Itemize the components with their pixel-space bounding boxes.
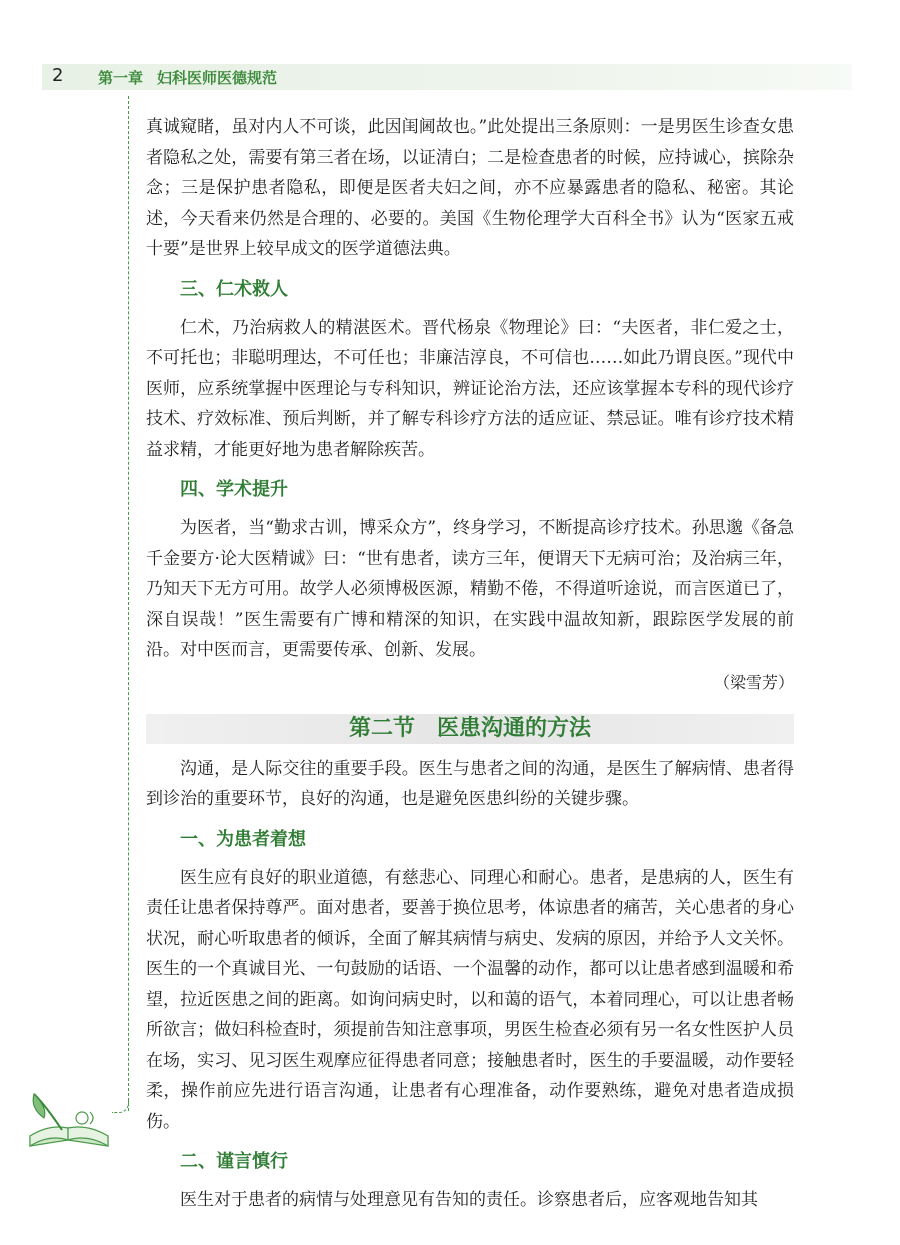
section-paragraph-xueshu: 为医者，当“勤求古训，博采众方”，终身学习，不断提高诊疗技术。孙思邈《备急千金要方·论大医精诚》曰：“世有患者，读方三年，便谓天下无病可治；及治病三年，乃知天下无方可用。故学人必须博极医源，精勤不倦，不得道听途说，而言医道已了，深自误哉！”医生需要有广博和精深的知识，在实践中温故知新，跟踪医学发展的前沿。对中医而言，更需要传承、创新、发展。 — [146, 518, 794, 660]
section-paragraph-weihuanzhe: 医生应有良好的职业道德，有慈悲心、同理心和耐心。患者，是患病的人，医生有责任让患者保持尊严。面对患者，要善于换位思考，体谅患者的痛苦，关心患者的身心状况，耐心听取患者的倾诉，全面了解其病情与病史、发病的原因，并给予人文关怀。医生的一个真诚目光、一句鼓励的话语、一个温馨的动作，都可以让患者感到温暖和希望，拉近医患之间的距离。如询问病史时，以和蔼的语气，本着同理心，可以让患者畅所欲言；做妇科检查时，须提前告知注意事项，男医生检查必须有另一名女性医护人员在场，实习、见习医生观摩应征得患者同意；接触患者时，医生的手要温暖，动作要轻柔，操作前应先进行语言沟通，让患者有心理准备，动作要熟练，避免对患者造成损伤。 — [146, 867, 794, 1132]
chapter-heading — [98, 67, 277, 88]
page-number: 2 — [52, 65, 64, 86]
section-heading-jinyan: 二、谨言慎行 — [180, 1151, 288, 1172]
page-header — [42, 64, 852, 90]
intro-paragraph: 真诚窥睹，虽对内人不可谈，此因闺阃故也。”此处提出三条原则：一是男医生诊查女患者隐私之处，需要有第三者在场，以证清白；二是检查患者的时候，应持诚心，摈除杂念；三是保护患者隐私，即便是医者夫妇之间，亦不应暴露患者的隐私、秘密。其论述，今天看来仍然是合理的、必要的。美国《生物伦理学大百科全书》认为“医家五戒十要”是世界上较早成文的医学道德法典。 — [146, 117, 794, 259]
section-paragraph-jinyan: 医生对于患者的病情与处理意见有告知的责任。诊察患者后，应客观地告知其 — [180, 1190, 758, 1210]
section-title-bar: 第二节 医患沟通的方法 — [146, 714, 794, 744]
page-body — [146, 112, 794, 1216]
chapter-title: 妇科医师医德规范 — [157, 69, 278, 87]
chapter-label: 第一章 — [98, 69, 144, 87]
author-credit: （梁雪芳） — [713, 672, 794, 692]
section-paragraph-renshu: 仁术，乃治病救人的精湛医术。晋代杨泉《物理论》曰：“夫医者，非仁爱之士，不可托也；非聪明理达，不可任也；非廉洁淳良，不可信也……如此乃谓良医。”现代中医师，应系统掌握中医理论与专科知识，辨证论治方法，还应该掌握本专科的现代诊疗技术、疗效标准、预后判断，并了解专科诊疗方法的适应证、禁忌证。唯有诊疗技术精益求精，才能更好地为患者解除疾苦。 — [146, 317, 794, 460]
section-heading-renshu: 三、仁术救人 — [180, 278, 288, 300]
margin-dashed-line — [128, 96, 129, 1111]
book-with-quill-icon — [22, 1088, 117, 1158]
section-heading-xueshu: 四、学术提升 — [180, 479, 288, 500]
section-intro-paragraph: 沟通，是人际交往的重要手段。医生与患者之间的沟通，是医生了解病情、患者得到诊治的重要环节，良好的沟通，也是避免医患纠纷的关键步骤。 — [146, 758, 794, 809]
section-heading-weihuanzhe: 一、为患者着想 — [180, 828, 306, 850]
